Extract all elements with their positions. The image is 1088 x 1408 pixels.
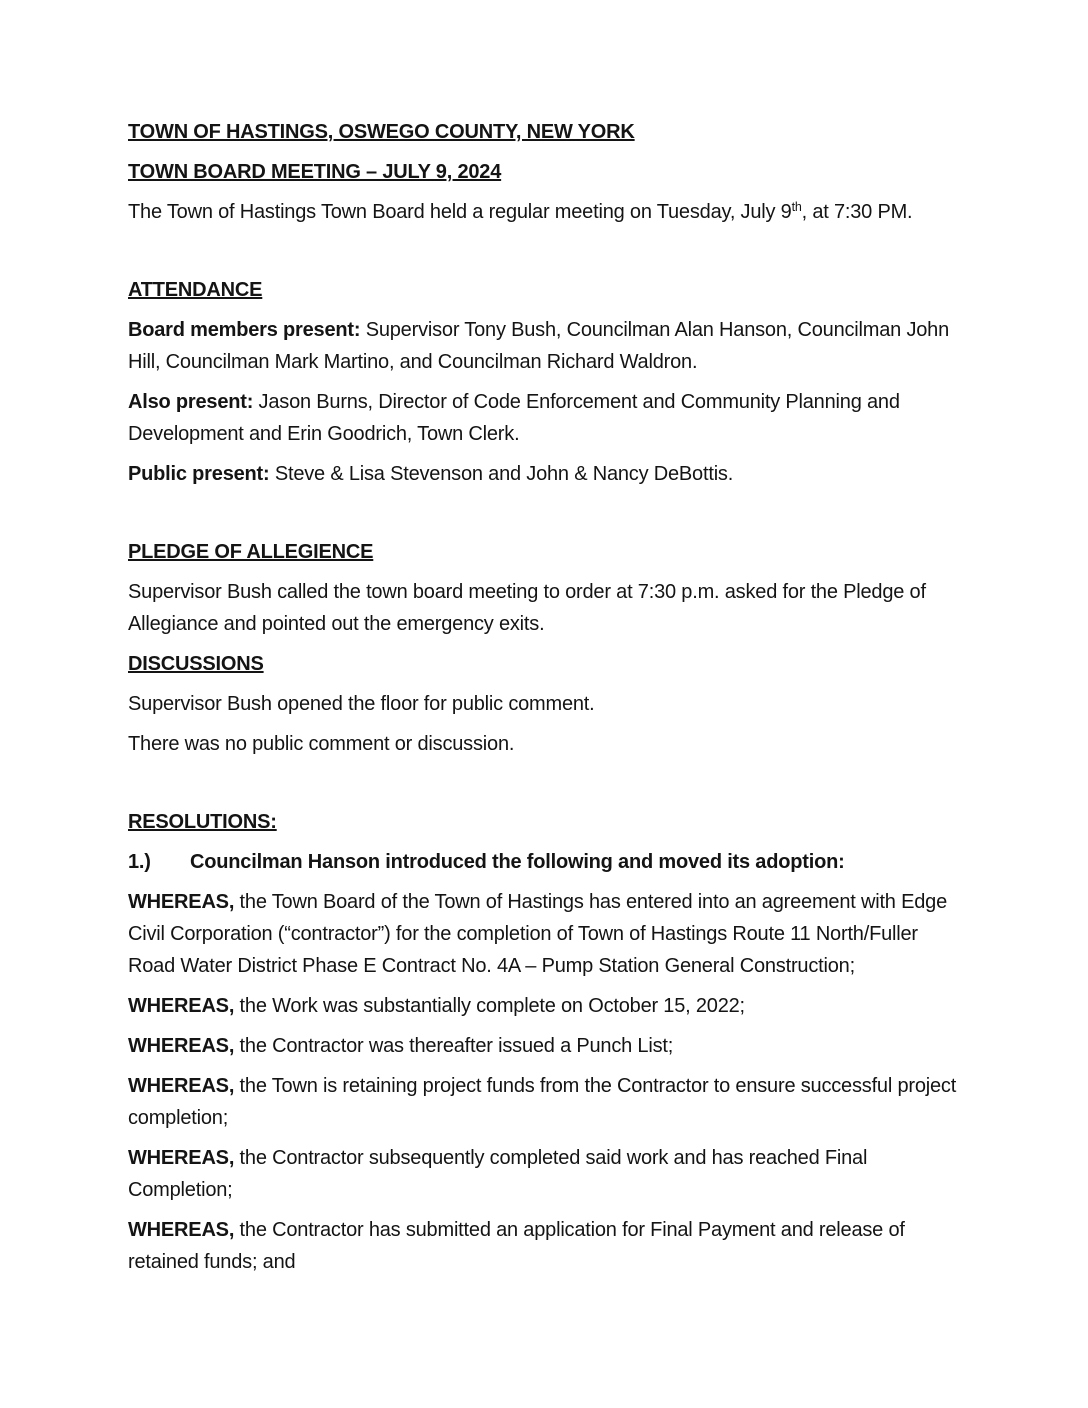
whereas-label: WHEREAS, [128, 1219, 235, 1241]
whereas-text: the Town Board of the Town of Hastings has entered into an agreement with Edge Civil Corporation (“contractor”) for the completion of Town of Hastings Route 11 North/Fuller Road Water District Phase E Contract No. 4A – Pump Station General Construction; [128, 891, 948, 977]
whereas-label: WHEREAS, [128, 1147, 235, 1169]
whereas-clause-4 [128, 1070, 958, 1134]
blank-line [128, 498, 958, 536]
whereas-label: WHEREAS, [128, 1075, 235, 1097]
whereas-text: the Contractor has submitted an application for Final Payment and release of retained funds; and [128, 1219, 905, 1273]
pledge-heading-text: PLEDGE OF ALLEGIENCE [128, 541, 374, 563]
resolution-item-1 [128, 846, 958, 878]
meeting-subtitle-text: TOWN BOARD MEETING – JULY 9, 2024 [128, 161, 502, 183]
whereas-clause-3 [128, 1030, 958, 1062]
whereas-text: the Contractor subsequently completed said work and has reached Final Completion; [128, 1147, 868, 1201]
board-members-paragraph [128, 314, 958, 378]
resolution-item-number: 1.) [128, 851, 151, 873]
blank-line [128, 236, 958, 274]
resolutions-heading [128, 806, 958, 838]
discussions-heading [128, 648, 958, 680]
board-members-text: Supervisor Tony Bush, Councilman Alan Hanson, Councilman John Hill, Councilman Mark Martino, and Councilman Richard Waldron. [128, 319, 950, 373]
resolution-item-text: Councilman Hanson introduced the following and moved its adoption: [190, 851, 845, 873]
also-present-text: Jason Burns, Director of Code Enforcement and Community Planning and Development and Erin Goodrich, Town Clerk. [128, 391, 900, 445]
whereas-label: WHEREAS, [128, 891, 235, 913]
document-title [128, 116, 958, 148]
attendance-heading [128, 274, 958, 306]
public-present-text: Steve & Lisa Stevenson and John & Nancy DeBottis. [269, 463, 734, 485]
public-present-label: Public present: [128, 463, 270, 485]
intro-paragraph [128, 196, 958, 228]
also-present-paragraph [128, 386, 958, 450]
discussions-paragraph-2: There was no public comment or discussion. [128, 733, 515, 755]
whereas-clause-5 [128, 1142, 958, 1206]
intro-text-pre: The Town of Hastings Town Board held a regular meeting on Tuesday, July 9 [128, 201, 792, 223]
whereas-text: the Contractor was thereafter issued a Punch List; [234, 1035, 674, 1057]
resolutions-heading-text: RESOLUTIONS: [128, 811, 277, 833]
whereas-label: WHEREAS, [128, 995, 235, 1017]
discussions-paragraph-1: Supervisor Bush opened the floor for public comment. [128, 693, 595, 715]
discussions-heading-text: DISCUSSIONS [128, 653, 264, 675]
also-present-label: Also present: [128, 391, 254, 413]
whereas-label: WHEREAS, [128, 1035, 235, 1057]
pledge-heading [128, 536, 958, 568]
whereas-text: the Work was substantially complete on October 15, 2022; [234, 995, 745, 1017]
pledge-paragraph: Supervisor Bush called the town board meeting to order at 7:30 p.m. asked for the Pledge of Allegiance and pointed out the emergency exits. [128, 581, 926, 635]
ordinal-superscript: th [791, 200, 802, 214]
meeting-subtitle [128, 156, 958, 188]
public-present-paragraph [128, 458, 958, 490]
blank-line [128, 768, 958, 806]
whereas-clause-2 [128, 990, 958, 1022]
whereas-clause-6 [128, 1214, 958, 1278]
attendance-heading-text: ATTENDANCE [128, 279, 263, 301]
intro-text-post: , at 7:30 PM. [801, 201, 913, 223]
board-members-label: Board members present: [128, 319, 361, 341]
document-title-text: TOWN OF HASTINGS, OSWEGO COUNTY, NEW YORK [128, 121, 635, 143]
whereas-clause-1 [128, 886, 958, 982]
whereas-text: the Town is retaining project funds from the Contractor to ensure successful project completion; [128, 1075, 957, 1129]
